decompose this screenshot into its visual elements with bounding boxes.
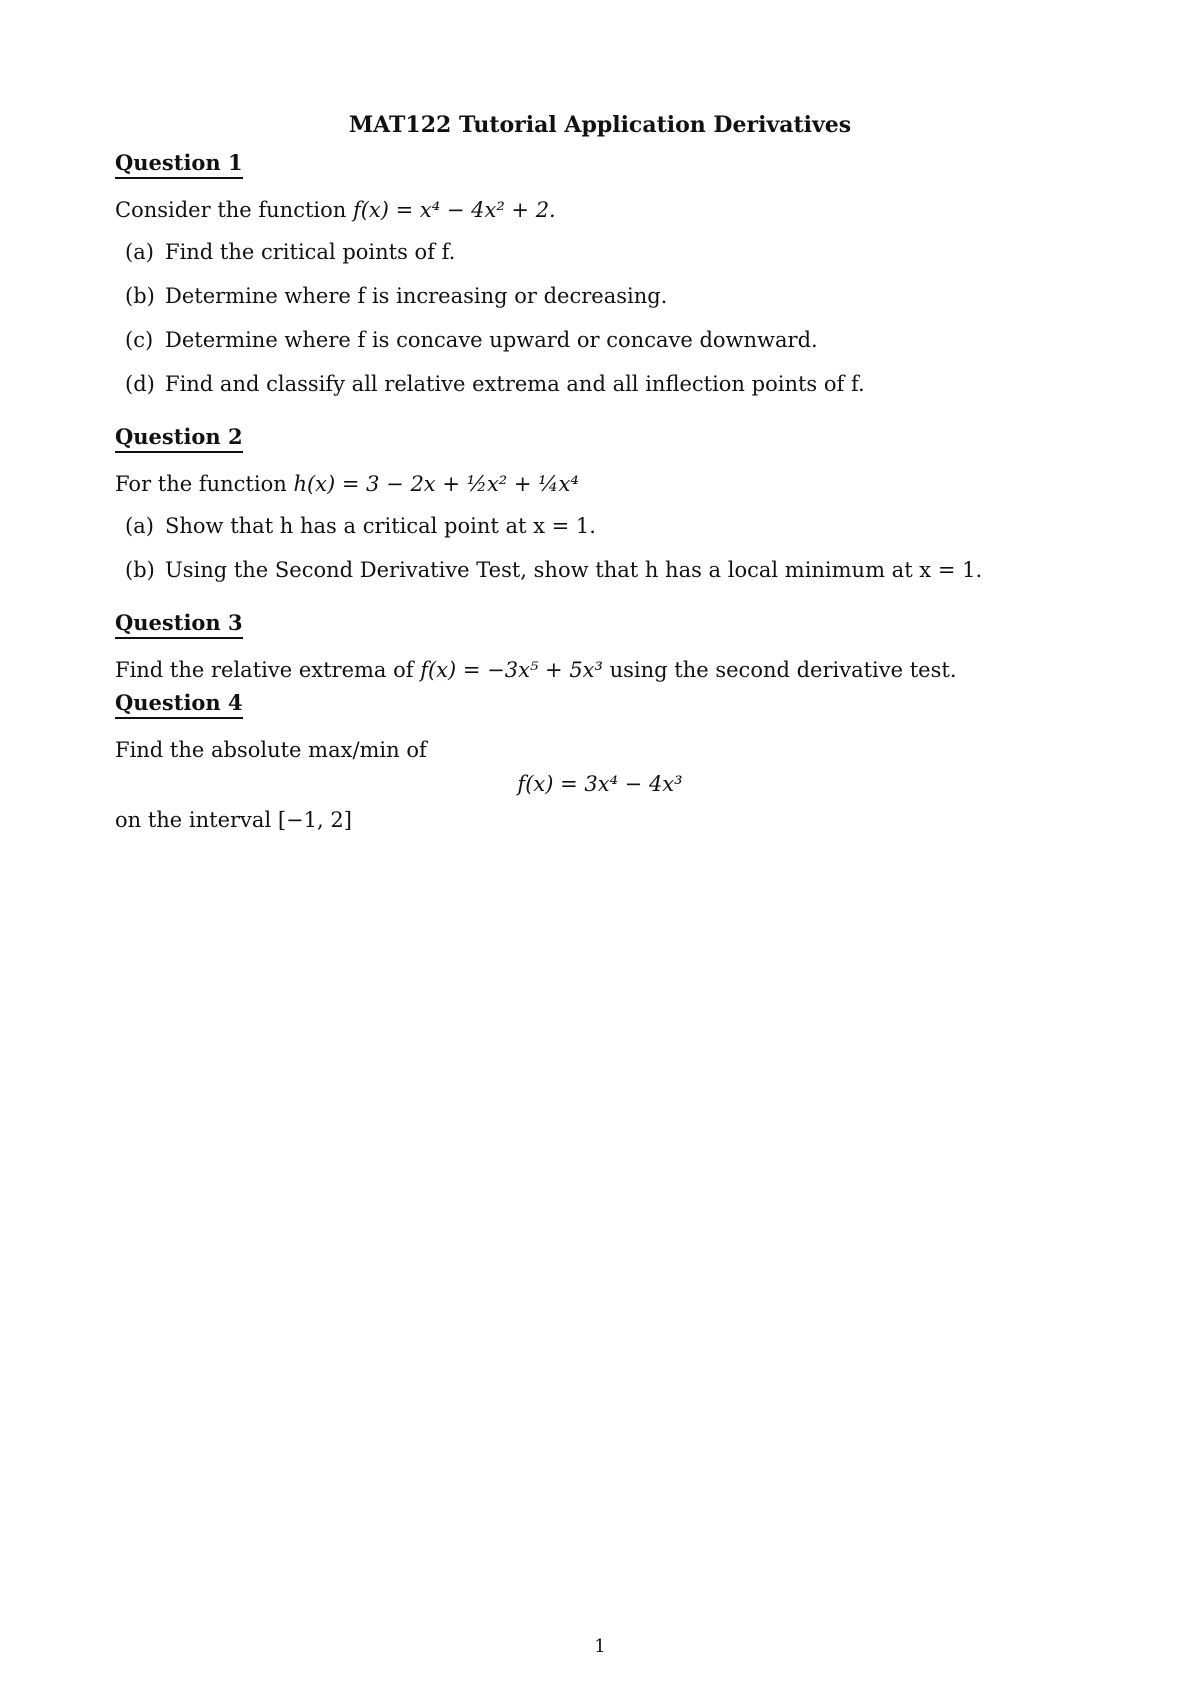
question-3-intro-text: Find the relative extrema of — [115, 658, 421, 682]
item-text: Determine where f is increasing or decreasing. — [165, 284, 668, 308]
question-1-intro — [115, 198, 556, 223]
item-text: Using the Second Derivative Test, show that h has a local minimum at x = 1. — [165, 558, 983, 582]
question-4-display-equation: f(x) = 3x⁴ − 4x³ — [517, 772, 683, 796]
question-1-intro-text: Consider the function — [115, 198, 353, 222]
question-2-intro-text: For the function — [115, 472, 294, 496]
item-text: Show that h has a critical point at x = 1. — [165, 514, 596, 538]
item-label: (a) — [125, 240, 154, 264]
question-4-heading: Question 4 — [115, 690, 243, 719]
question-3-heading: Question 3 — [115, 610, 243, 639]
item-label: (c) — [125, 328, 154, 352]
question-1-item-b — [125, 284, 667, 309]
question-4-intro: Find the absolute max/min of — [115, 738, 427, 762]
question-2-item-b — [125, 558, 982, 583]
item-label: (d) — [125, 372, 155, 396]
page-number: 1 — [594, 1636, 606, 1657]
item-text: Determine where f is concave upward or concave downward. — [165, 328, 818, 352]
question-2-function: h(x) = 3 − 2x + ½x² + ¼x⁴ — [293, 472, 579, 496]
question-3-function: f(x) = −3x⁵ + 5x³ — [420, 658, 603, 682]
question-1-heading: Question 1 — [115, 150, 243, 179]
item-text: Find and classify all relative extrema and all inflection points of f. — [165, 372, 865, 396]
item-text: Find the critical points of f. — [165, 240, 456, 264]
question-1-item-a — [125, 240, 455, 265]
item-label: (b) — [125, 284, 155, 308]
question-3-intro — [115, 658, 957, 683]
question-1-function: f(x) = x⁴ − 4x² + 2. — [352, 198, 556, 222]
question-1-item-c — [125, 328, 818, 353]
question-3-intro-suffix: using the second derivative test. — [602, 658, 957, 682]
item-label: (a) — [125, 514, 154, 538]
item-label: (b) — [125, 558, 155, 582]
question-4-interval: on the interval [−1, 2] — [115, 808, 352, 832]
question-2-item-a — [125, 514, 596, 539]
question-2-intro — [115, 472, 579, 497]
question-2-heading: Question 2 — [115, 424, 243, 453]
document-title: MAT122 Tutorial Application Derivatives — [348, 112, 852, 138]
question-1-item-d — [125, 372, 865, 397]
